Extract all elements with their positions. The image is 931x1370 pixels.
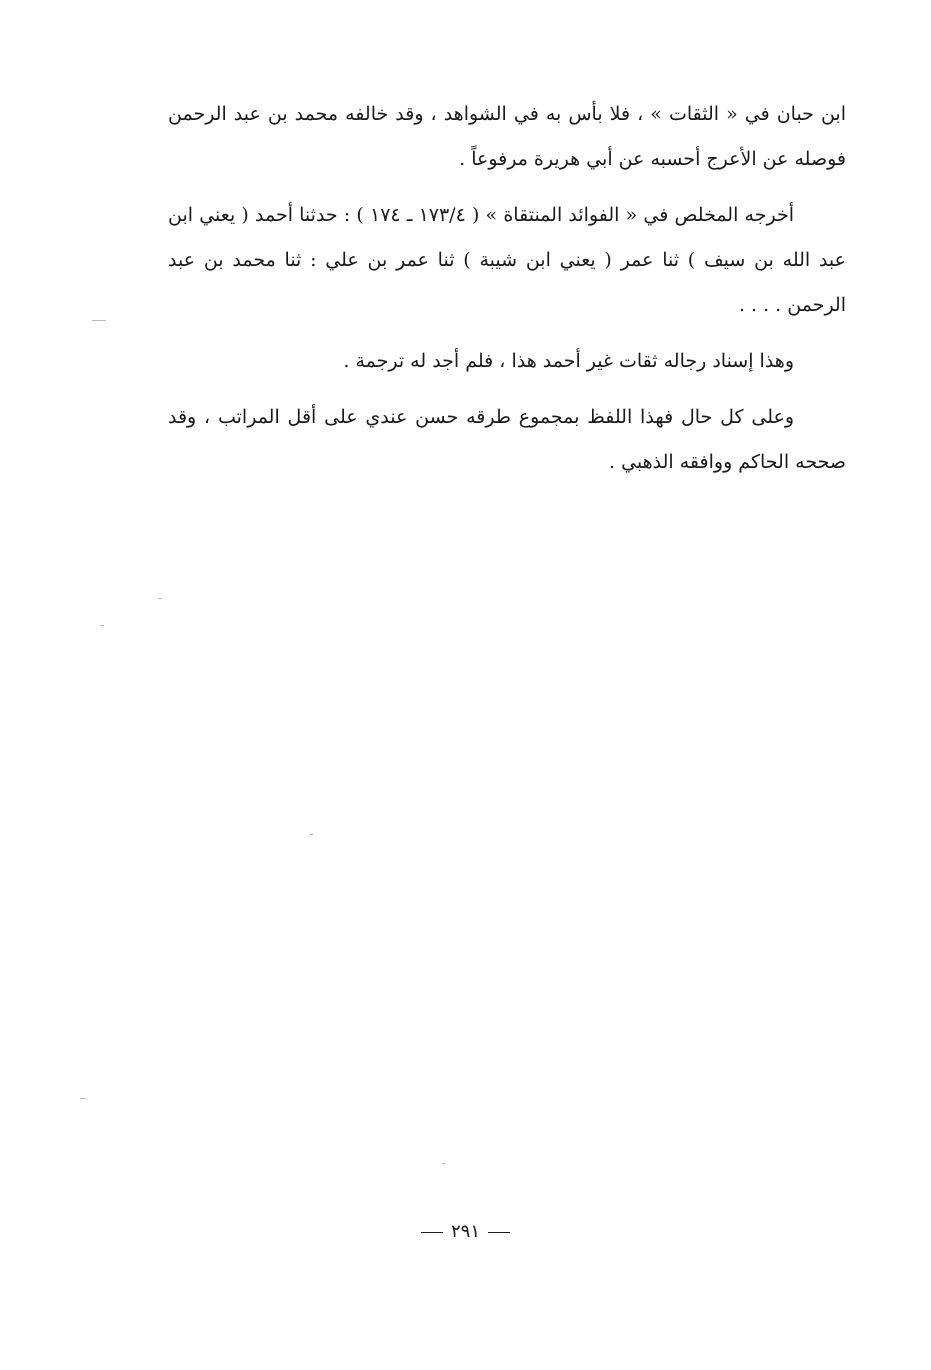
- scan-speck: [100, 625, 104, 626]
- paragraph-1: ابن حبان في « الثقات » ، فلا بأس به في الشواهد ، وقد خالفه محمد بن عبد الرحمن فوصله عن الأعرج أحسبه عن أبي هريرة مرفوعاً .: [168, 103, 846, 170]
- scan-speck: [158, 598, 162, 599]
- paragraph-4: وعلى كل حال فهذا اللفظ بمجموع طرقه حسن عندي على أقل المراتب ، وقد صححه الحاكم ووافقه الذهبي .: [168, 406, 846, 473]
- paragraph-3: وهذا إسناد رجاله ثقات غير أحمد هذا ، فلم أجد له ترجمة .: [343, 350, 794, 372]
- scan-speck: [92, 320, 106, 321]
- paragraph-2: أخرجه المخلص في « الفوائد المنتقاة » ( ١٧٣/٤ ـ ١٧٤ ) : حدثنا أحمد ( يعني ابن عبد الله بن سيف ) ثنا عمر ( يعني ابن شيبة ) ثنا عمر بن علي : ثنا محمد بن عبد الرحمن . . . .: [168, 204, 846, 316]
- scan-speck: [310, 834, 313, 835]
- scan-speck: [442, 1163, 445, 1164]
- scan-speck: [80, 1098, 86, 1099]
- left-dash: [488, 1232, 510, 1233]
- right-dash: [421, 1232, 443, 1233]
- page-number: [0, 1218, 931, 1246]
- page-number-value: ٢٩١: [450, 1221, 480, 1242]
- body-text: [168, 92, 846, 496]
